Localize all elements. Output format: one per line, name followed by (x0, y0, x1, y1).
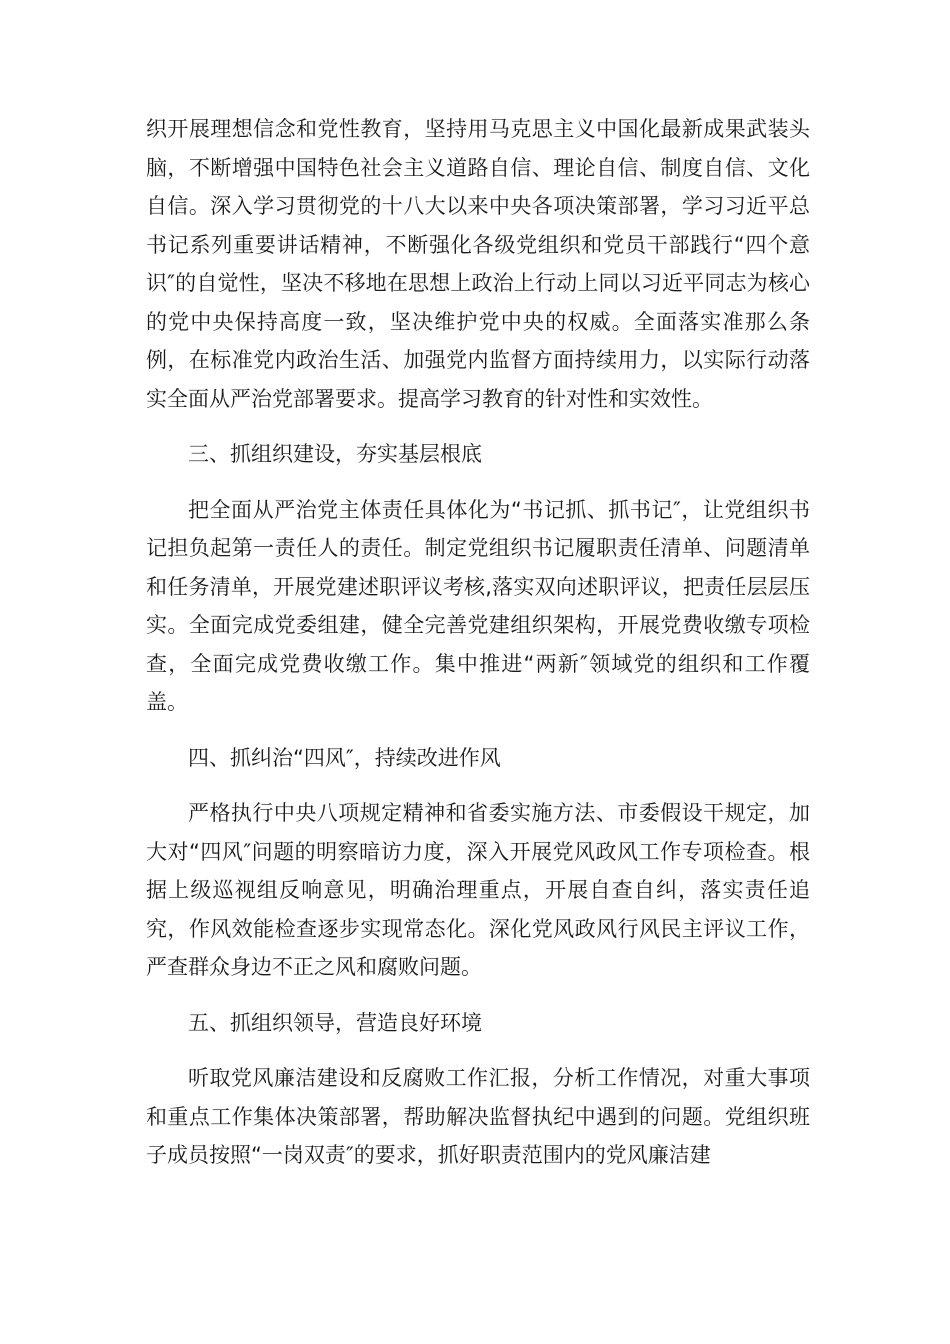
section-heading-3: 三、抓组织建设，夯实基层根底 (188, 442, 482, 466)
paragraph-section-4: 严格执行中央八项规定精神和省委实施方法、市委假设干规定，加大对“四风″问题的明察暗访力度，深入开展党风政风工作专项检查。根据上级巡视组反响意见，明确治理重点，开展自查自纠，落实责任追究，作风效能检查逐步实现常态化。深化党风政风行风民主评议工作，严查群众身边不正之风和腐败问题。 (146, 801, 810, 979)
paragraph-continued: 织开展理想信念和党性教育，坚持用马克思主义中国化最新成果武装头脑，不断增强中国特色社会主义道路自信、理论自信、制度自信、文化自信。深入学习贯彻党的十八大以来中央各项决策部署，学习习近平总书记系列重要讲话精神，不断强化各级党组织和党员干部践行“四个意识″的自觉性，坚决不移地在思想上政治上行动上同以习近平同志为核心的党中央保持高度一致，坚决维护党中央的权威。全面落实准那么条例，在标准党内政治生活、加强党内监督方面持续用力，以实际行动落实全面从严治党部署要求。提高学习教育的针对性和实效性。 (146, 117, 810, 411)
paragraph-section-5: 听取党风廉洁建设和反腐败工作汇报，分析工作情况，对重大事项和重点工作集体决策部署，帮助解决监督执纪中遇到的问题。党组织班子成员按照“一岗双责″的要求，抓好职责范围内的党风廉洁建 (146, 1066, 810, 1167)
document-body (146, 110, 810, 1175)
section-heading-4: 四、抓纠治“四风″，持续改进作风 (188, 745, 501, 770)
paragraph-section-3: 把全面从严治党主体责任具体化为“书记抓、抓书记″，让党组织书记担负起第一责任人的责任。制定党组织书记履职责任清单、问题清单和任务清单，开展党建述职评议考核,落实双向述职评议，把责任层层压实。全面完成党委组建，健全完善党建组织架构，开展党费收缴专项检查，全面完成党费收缴工作。集中推进“两新″领域党的组织和工作覆盖。 (146, 497, 810, 714)
section-heading-5: 五、抓组织领导，营造良好环境 (188, 1010, 482, 1035)
